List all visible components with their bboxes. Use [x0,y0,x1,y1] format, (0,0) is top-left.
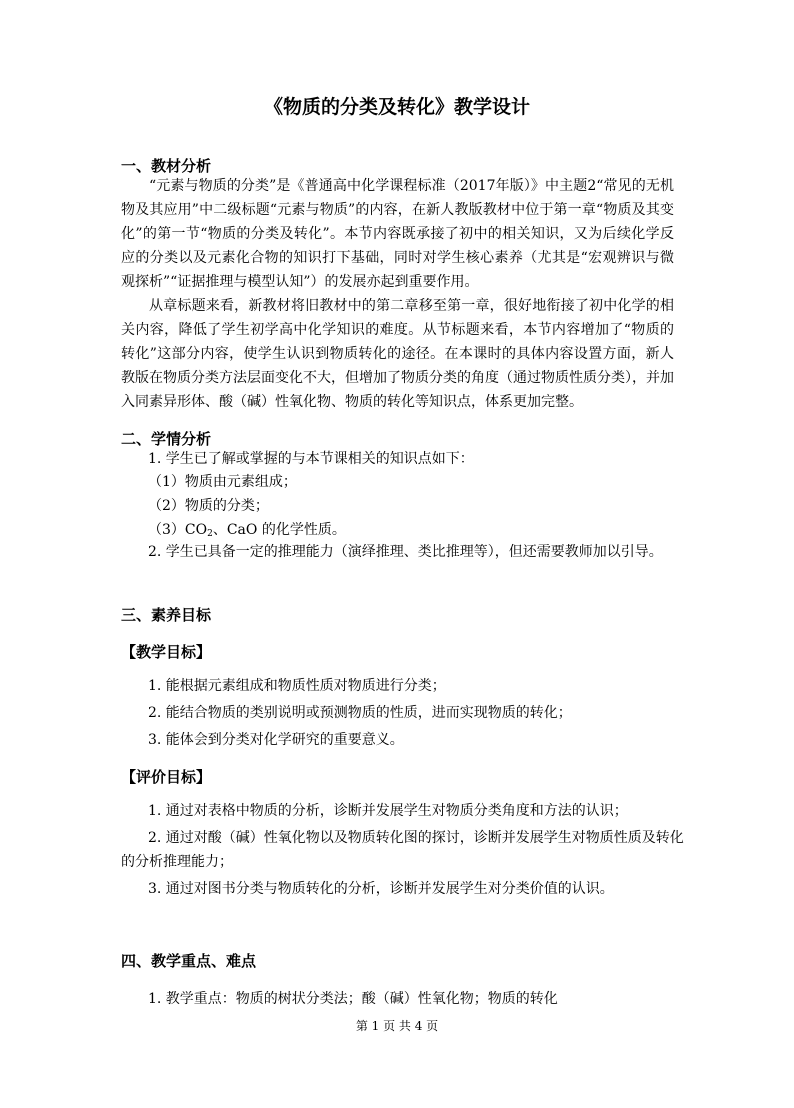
section-heading-key-points: 四、教学重点、难点 [121,952,257,970]
list-item: 2. 学生已具备一定的推理能力（演绎推理、类比推理等），但还需要教师加以引导。 [148,544,663,560]
list-subitem: （1）物质由元素组成； [148,474,297,490]
list-item: 1. 教学重点：物质的树状分类法；酸（碱）性氧化物；物质的转化 [148,991,558,1007]
page-footer: 第 1 页 共 4 页 [355,1019,439,1033]
goal-item: 2. 能结合物质的类别说明或预测物质的性质，进而实现物质的转化； [148,705,572,721]
paragraph-textbook-changes: 从章标题来看，新教材将旧教材中的第二章移至第一章，很好地衔接了初中化学的相关内容，降低了学生初学高中化学知识的难度。从节标题来看，本节内容增加了“物质的转化”这部分内容，使学生认识到物质转化的途径。在本课时的具体内容设置方面，新人教版在物质分类方法层面变化不大，但增加了物质分类的角度（通过物质性质分类），并加入同素异形体、酸（碱）性氧化物、物质的转化等知识点，体系更加完整。 [121,298,674,410]
subitem-prefix: （3）CO [148,522,208,538]
goal-item: 3. 通过对图书分类与物质转化的分析，诊断并发展学生对分类价值的认识。 [148,881,614,897]
list-subitem: （2）物质的分类； [148,498,269,514]
goal-item: 2. 通过对酸（碱）性氧化物以及物质转化图的探讨，诊断并发展学生对物质性质及转化 [148,830,684,846]
section-heading-textbook-analysis: 一、教材分析 [121,157,212,175]
goal-item: 1. 通过对表格中物质的分析，诊断并发展学生对物质分类角度和方法的认识； [148,803,628,819]
subheading-evaluation-goals: 【评价目标】 [121,768,212,786]
list-item: 1. 学生已了解或掌握的与本节课相关的知识点如下： [148,451,474,467]
subscript: 2 [207,529,213,539]
goal-item-continuation: 的分析推理能力； [121,854,233,870]
goal-item: 1. 能根据元素组成和物质性质对物质进行分类； [148,678,446,694]
document-title: 《物质的分类及转化》教学设计 [263,96,530,118]
section-heading-literacy-goals: 三、素养目标 [121,606,212,624]
goal-item: 3. 能体会到分类对化学研究的重要意义。 [148,732,404,748]
paragraph-textbook-position: “元素与物质的分类”是《普通高中化学课程标准（2017年版）》中主题2“常见的无机物及其应用”中二级标题“元素与物质”的内容，在新人教版教材中位于第一章“物质及其变化”的第一节“物质的分类及转化”。本节内容既承接了初中的相关知识，又为后续化学反应的分类以及元素化合物的知识打下基础，同时对学生核心素养（尤其是“宏观辨识与微观探析”“证据推理与模型认知”）的发展亦起到重要作用。 [121,178,674,290]
list-subitem [148,520,346,540]
subheading-teaching-goals: 【教学目标】 [121,643,212,661]
subitem-suffix: 、CaO 的化学性质。 [212,522,346,538]
section-heading-student-analysis: 二、学情分析 [121,430,212,448]
